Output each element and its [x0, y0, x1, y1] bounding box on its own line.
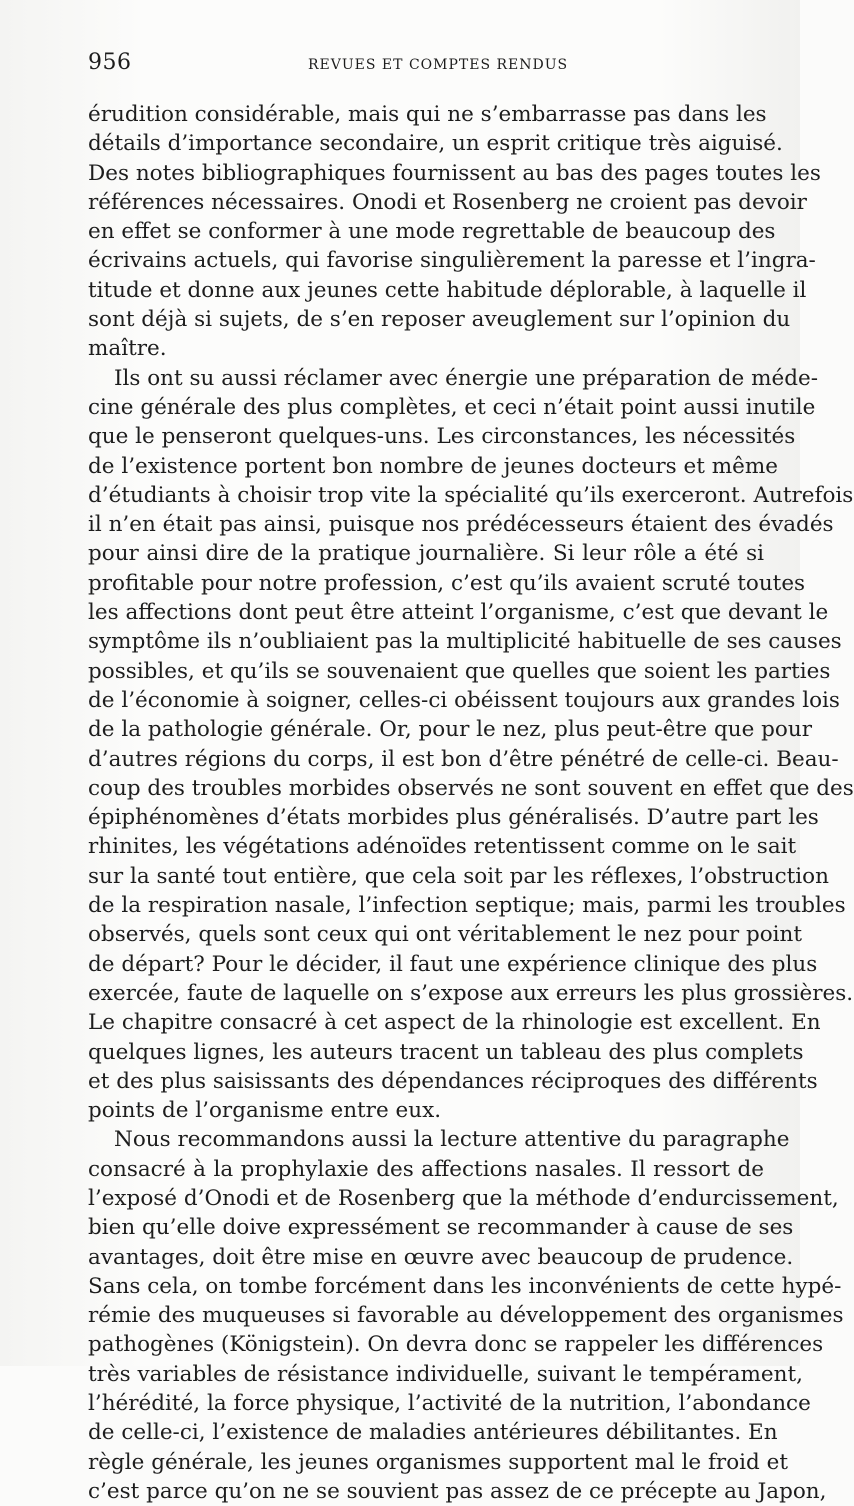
text-line: de l’existence portent bon nombre de jeunes docteurs et même [88, 453, 778, 479]
text-line: avantages, doit être mise en œuvre avec beaucoup de prudence. [88, 1244, 794, 1270]
text-line: érudition considérable, mais qui ne s’embarrasse pas dans les [88, 102, 767, 127]
text-line: maître. [88, 336, 167, 362]
text-line: bien qu’elle doive expressément se recommander à cause de ses [88, 1215, 794, 1241]
text-line: il n’en était pas ainsi, puisque nos prédécesseurs étaient des évadés [88, 512, 834, 538]
text-line: observés, quels sont ceux qui ont véritablement le nez pour point [88, 922, 803, 948]
text-line: d’étudiants à choisir trop vite la spécialité qu’ils exerceront. Autrefois [88, 482, 854, 508]
text-line: de départ? Pour le décider, il faut une expérience clinique des plus [88, 951, 818, 977]
text-line: que le penseront quelques-uns. Les circonstances, les nécessités [88, 424, 796, 450]
text-line: c’est parce qu’on ne se souvient pas assez de ce précepte au Japon, [88, 1478, 827, 1504]
text-line: d’autres régions du corps, il est bon d’être pénétré de celle-ci. Beau- [88, 746, 839, 772]
text-line: symptôme ils n’oubliaient pas la multiplicité habituelle de ses causes [88, 629, 842, 655]
text-line: Le chapitre consacré à cet aspect de la rhinologie est excellent. En [88, 1010, 821, 1036]
text-line: de celle-ci, l’existence de maladies antérieures débilitantes. En [88, 1420, 778, 1446]
text-line: Nous recommandons aussi la lecture attentive du paragraphe [114, 1127, 790, 1153]
text-line: références nécessaires. Onodi et Rosenberg ne croient pas devoir [88, 189, 807, 215]
text-line: consacré à la prophylaxie des affections nasales. Il ressort de [88, 1156, 764, 1182]
text-line: détails d’importance secondaire, un esprit critique très aiguisé. [88, 131, 783, 157]
running-head [88, 50, 764, 90]
running-title: REVUES ET COMPTES RENDUS [308, 57, 569, 73]
text-line: cine générale des plus complètes, et ceci n’était point aussi inutile [88, 394, 816, 420]
text-line: titude et donne aux jeunes cette habitude déplorable, à laquelle il [88, 277, 807, 303]
text-line: de la pathologie générale. Or, pour le nez, plus peut-être que pour [88, 717, 812, 743]
text-line: Ils ont su aussi réclamer avec énergie une préparation de méde- [114, 365, 818, 391]
text-line: profitable pour notre profession, c’est qu’ils avaient scruté toutes [88, 570, 806, 596]
text-line: écrivains actuels, qui favorise singulièrement la paresse et l’ingra- [88, 248, 816, 274]
text-line: exercée, faute de laquelle on s’expose aux erreurs les plus grossières. [88, 980, 854, 1006]
text-line: Des notes bibliographiques fournissent au bas des pages toutes les [88, 160, 821, 186]
text-line: de la respiration nasale, l’infection septique; mais, parmi les troubles [88, 893, 846, 919]
text-line: pathogènes (Königstein). On devra donc se rappeler les différences [88, 1332, 824, 1358]
text-line: sont déjà si sujets, de s’en reposer aveuglement sur l’opinion du [88, 307, 791, 333]
text-line: possibles, et qu’ils se souvenaient que quelles que soient les parties [88, 658, 831, 684]
text-line: Sans cela, on tombe forcément dans les inconvénients de cette hypé- [88, 1273, 842, 1299]
text-line: très variables de résistance individuelle, suivant le tempérament, [88, 1361, 803, 1387]
text-line: épiphénomènes d’états morbides plus généralisés. D’autre part les [88, 805, 819, 831]
page-number: 956 [88, 50, 132, 75]
text-line: l’exposé d’Onodi et de Rosenberg que la méthode d’endurcissement, [88, 1185, 839, 1211]
text-line: règle générale, les jeunes organismes supportent mal le froid et [88, 1449, 788, 1475]
text-line: pour ainsi dire de la pratique journalière. Si leur rôle a été si [88, 541, 764, 567]
text-line: quelques lignes, les auteurs tracent un tableau des plus complets [88, 1039, 804, 1065]
text-line: sur la santé tout entière, que cela soit par les réflexes, l’obstruction [88, 863, 829, 889]
body-text [88, 100, 854, 1506]
text-line: et des plus saisissants des dépendances réciproques des différents [88, 1068, 818, 1094]
text-line: rhinites, les végétations adénoïdes retentissent comme on le sait [88, 834, 797, 860]
text-line: les affections dont peut être atteint l’organisme, c’est que devant le [88, 600, 829, 626]
text-line: coup des troubles morbides observés ne sont souvent en effet que des [88, 775, 854, 801]
text-line: de l’économie à soigner, celles-ci obéissent toujours aux grandes lois [88, 687, 840, 713]
text-line: en effet se conformer à une mode regrettable de beaucoup des [88, 219, 776, 245]
text-line: rémie des muqueuses si favorable au développement des organismes [88, 1303, 844, 1329]
text-line: points de l’organisme entre eux. [88, 1098, 442, 1124]
text-line: l’hérédité, la force physique, l’activité de la nutrition, l’abondance [88, 1391, 811, 1417]
